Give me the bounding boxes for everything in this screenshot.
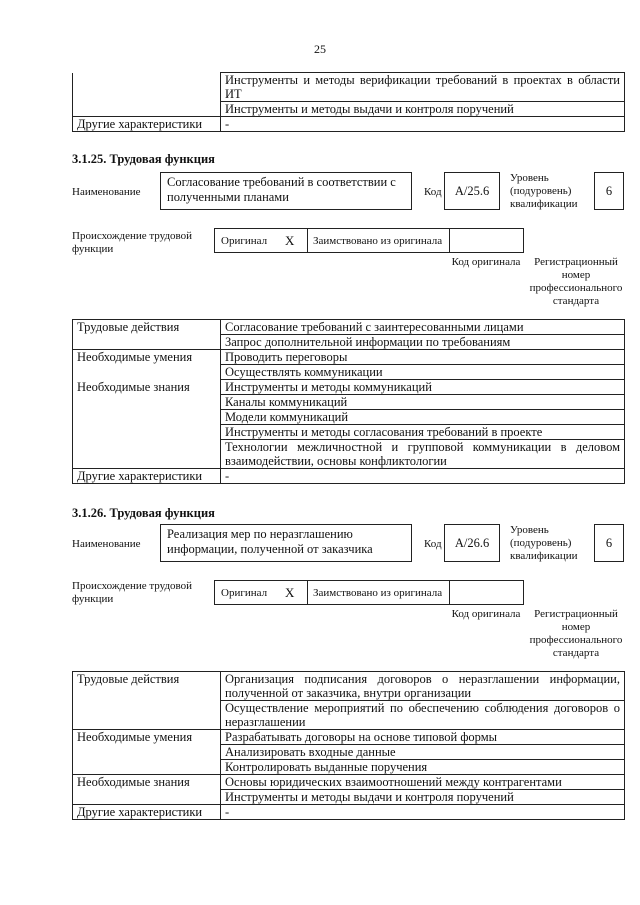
code-original-label: Код оригинала [451, 256, 521, 268]
other-characteristics-label: Другие характеристики [73, 117, 221, 132]
other-characteristics-label: Другие характеристики [73, 469, 221, 484]
section-title: 3.1.26. Трудовая функция [72, 506, 215, 520]
action-item: Запрос дополнительной информации по требованиям [221, 335, 625, 350]
other-characteristics-value: - [221, 117, 625, 132]
knowledge-item: Модели коммуникаций [221, 410, 625, 425]
divider [307, 581, 308, 604]
code-value: A/26.6 [444, 524, 500, 562]
knowledge-item: Каналы коммуникаций [221, 395, 625, 410]
empty-label-cell [73, 73, 221, 117]
level-label: Уровень (подуровень) квалификации [510, 524, 578, 562]
origin-label: Происхождение трудовой функции [72, 580, 193, 605]
action-item: Осуществление мероприятий по обеспечению соблюдения договоров о неразглашении [221, 701, 625, 730]
reg-number-label: Регистрационный номер профессионального стандарта [529, 256, 623, 307]
actions-label: Трудовые действия [73, 672, 221, 730]
origin-box [214, 580, 524, 605]
top-requirements-table [72, 72, 625, 132]
origin-box [214, 228, 524, 253]
original-mark: X [285, 585, 295, 600]
skills-label: Необходимые умения [73, 350, 221, 380]
skill-item: Анализировать входные данные [221, 745, 625, 760]
action-item: Согласование требований с заинтересованными лицами [221, 320, 625, 335]
original-label: Оригинал [221, 587, 268, 599]
knowledge-item: Инструменты и методы коммуникаций [221, 380, 625, 395]
origin-label: Происхождение трудовой функции [72, 230, 193, 255]
original-label: Оригинал [221, 235, 268, 247]
other-characteristics-value: - [221, 469, 625, 484]
knowledge-item: Инструменты и методы выдачи и контроля поручений [221, 790, 625, 805]
section2-requirements-table [72, 671, 625, 820]
borrowed-label: Заимствовано из оригинала [313, 235, 443, 247]
name-label: Наименование [72, 538, 141, 550]
other-characteristics-label: Другие характеристики [73, 805, 221, 820]
section1-requirements-table [72, 319, 625, 484]
knowledge-label: Необходимые знания [73, 775, 221, 805]
page-number: 25 [314, 42, 326, 56]
level-label: Уровень (подуровень) квалификации [510, 172, 578, 210]
level-value: 6 [594, 172, 624, 210]
reg-number-label: Регистрационный номер профессионального стандарта [529, 608, 623, 659]
skill-item: Контролировать выданные поручения [221, 760, 625, 775]
skill-item: Проводить переговоры [221, 350, 625, 365]
action-item: Организация подписания договоров о неразглашении информации, полученной от заказчика, внутри организации [221, 672, 625, 701]
code-original-label: Код оригинала [451, 608, 521, 620]
code-label: Код [424, 538, 442, 550]
original-mark: X [285, 233, 295, 248]
knowledge-label: Необходимые знания [73, 380, 221, 469]
level-value: 6 [594, 524, 624, 562]
knowledge-item: Инструменты и методы согласования требований в проекте [221, 425, 625, 440]
knowledge-item: Технологии межличностной и групповой коммуникации в деловом взаимодействии, основы конфликтологии [221, 440, 625, 469]
skill-item: Осуществлять коммуникации [221, 365, 625, 380]
divider [449, 229, 450, 252]
code-label: Код [424, 186, 442, 198]
knowledge-item: Инструменты и методы верификации требований в проектах в области ИТ [221, 73, 625, 102]
function-name: Согласование требований в соответствии с полученными планами [160, 172, 412, 210]
other-characteristics-value: - [221, 805, 625, 820]
knowledge-item: Основы юридических взаимоотношений между контрагентами [221, 775, 625, 790]
skills-label: Необходимые умения [73, 730, 221, 775]
name-label: Наименование [72, 186, 141, 198]
borrowed-label: Заимствовано из оригинала [313, 587, 443, 599]
divider [307, 229, 308, 252]
function-name: Реализация мер по неразглашению информации, полученной от заказчика [160, 524, 412, 562]
actions-label: Трудовые действия [73, 320, 221, 350]
divider [449, 581, 450, 604]
knowledge-item: Инструменты и методы выдачи и контроля поручений [221, 102, 625, 117]
code-value: A/25.6 [444, 172, 500, 210]
skill-item: Разрабатывать договоры на основе типовой формы [221, 730, 625, 745]
section-title: 3.1.25. Трудовая функция [72, 152, 215, 166]
